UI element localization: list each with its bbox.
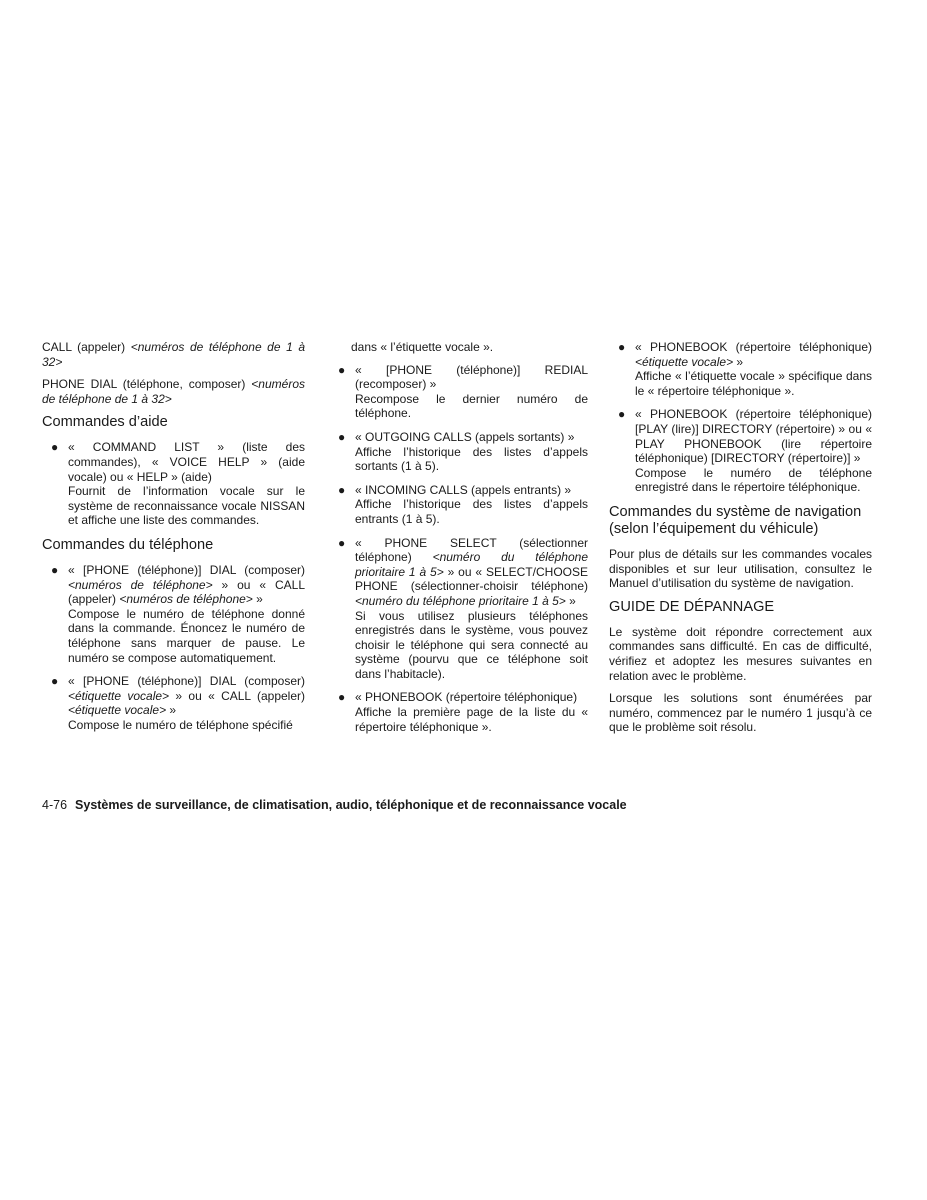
command-text: « COMMAND LIST » (liste des commandes), « VOICE HELP » (aide vocale) ou « HELP » (aide)	[68, 440, 305, 484]
list-item	[329, 430, 588, 474]
list-item	[609, 340, 872, 398]
command-text: « PHONEBOOK (répertoire téléphonique) <étiquette vocale> »	[635, 340, 872, 369]
bullet-icon: ●	[618, 407, 626, 422]
command-description: Affiche l’historique des listes d’appels sortants (1 à 5).	[355, 444, 588, 474]
troubleshooting-heading: GUIDE DE DÉPANNAGE	[609, 598, 775, 615]
list-item	[42, 674, 305, 732]
list-item	[329, 363, 588, 421]
command-text: « PHONEBOOK (répertoire téléphonique) [PLAY (lire)] DIRECTORY (répertoire) » ou « PLAY PHONEBOOK (lire répertoire téléphonique) [DIRECTORY (répertoire)] »	[635, 407, 872, 466]
navigation-text: Pour plus de détails sur les commandes vocales disponibles et sur leur utilisation, consultez le Manuel d’utilisation du système de navigation.	[609, 546, 872, 591]
command-description: Fournit de l’information vocale sur le système de reconnaissance vocale NISSAN et affiche une liste des commandes.	[68, 484, 305, 528]
column-1	[42, 340, 305, 741]
bullet-icon: ●	[51, 440, 59, 455]
bullet-icon: ●	[338, 690, 346, 705]
command-description: Affiche « l’étiquette vocale » spécifique dans le « répertoire téléphonique ».	[635, 369, 872, 398]
list-item	[329, 536, 588, 682]
continued-text: dans « l’étiquette vocale ».	[351, 340, 494, 354]
command-text: « [PHONE (téléphone)] DIAL (composer) <numéros de téléphone> » ou « CALL (appeler) <numéros de téléphone> »	[68, 562, 305, 607]
command-description: Compose le numéro de téléphone enregistré dans le répertoire téléphonique.	[635, 465, 872, 495]
command-text: « PHONE SELECT (sélectionner téléphone) <numéro du téléphone prioritaire 1 à 5> » ou « SELECT/CHOOSE PHONE (sélectionner-choisir téléphone) <numéro du téléphone prioritaire 1 à 5> »	[355, 535, 589, 608]
phone-dial-command: PHONE DIAL (téléphone, composer) <numéros de téléphone de 1 à 32>	[42, 377, 305, 406]
bullet-icon: ●	[51, 562, 59, 577]
help-heading: Commandes d’aide	[42, 414, 168, 431]
page-number: 4-76	[42, 798, 68, 812]
column-3	[609, 340, 872, 743]
bullet-icon: ●	[618, 340, 626, 354]
chapter-title: Systèmes de surveillance, de climatisation, audio, téléphonique et de reconnaissance vocale	[75, 798, 627, 812]
command-description: Compose le numéro de téléphone donné dans la commande. Énoncez le numéro de téléphone sans marquer de pause. Le numéro se compose automatiquement.	[68, 606, 305, 665]
call-command: CALL (appeler) <numéros de téléphone de 1 à 32>	[42, 340, 306, 369]
command-text: « OUTGOING CALLS (appels sortants) »	[355, 429, 575, 444]
bullet-icon: ●	[338, 429, 346, 444]
bullet-icon: ●	[338, 535, 346, 550]
bullet-icon: ●	[338, 362, 346, 377]
command-text: « [PHONE (téléphone)] DIAL (composer) <étiquette vocale> » ou « CALL (appeler) <étiquette vocale> »	[68, 674, 305, 718]
troubleshooting-text: Lorsque les solutions sont énumérées par numéro, commencez par le numéro 1 jusqu’à ce que le problème soit résolu.	[609, 691, 872, 735]
command-description: Affiche l’historique des listes d’appels entrants (1 à 5).	[355, 497, 588, 526]
command-text: « [PHONE (téléphone)] REDIAL (recomposer) »	[355, 362, 588, 392]
column-2	[329, 340, 588, 743]
command-description: Affiche la première page de la liste du « répertoire téléphonique ».	[355, 705, 588, 734]
bullet-icon: ●	[338, 482, 346, 497]
list-item	[42, 440, 305, 528]
command-text: « INCOMING CALLS (appels entrants) »	[355, 482, 572, 497]
list-item	[329, 483, 588, 527]
command-description: Compose le numéro de téléphone spécifié	[68, 717, 293, 732]
list-item	[329, 690, 588, 734]
list-item	[609, 407, 872, 495]
phone-heading: Commandes du téléphone	[42, 536, 214, 553]
command-text: « PHONEBOOK (répertoire téléphonique)	[355, 690, 578, 705]
troubleshooting-text: Le système doit répondre correctement aux commandes sans difficulté. En cas de difficulté, vérifiez et adoptez les mesures suivantes en relation avec le problème.	[609, 624, 872, 683]
command-description: Si vous utilisez plusieurs téléphones enregistrés dans le système, vous pouvez choisir le téléphone qui sera connecté au système (pourvu que ce téléphone soit dans l’habitacle).	[355, 608, 588, 681]
navigation-heading: Commandes du système de navigation (selon l’équipement du véhicule)	[609, 503, 862, 537]
list-item	[42, 563, 305, 665]
command-description: Recompose le dernier numéro de téléphone.	[355, 391, 588, 421]
page-footer	[42, 798, 627, 812]
bullet-icon: ●	[51, 674, 59, 689]
